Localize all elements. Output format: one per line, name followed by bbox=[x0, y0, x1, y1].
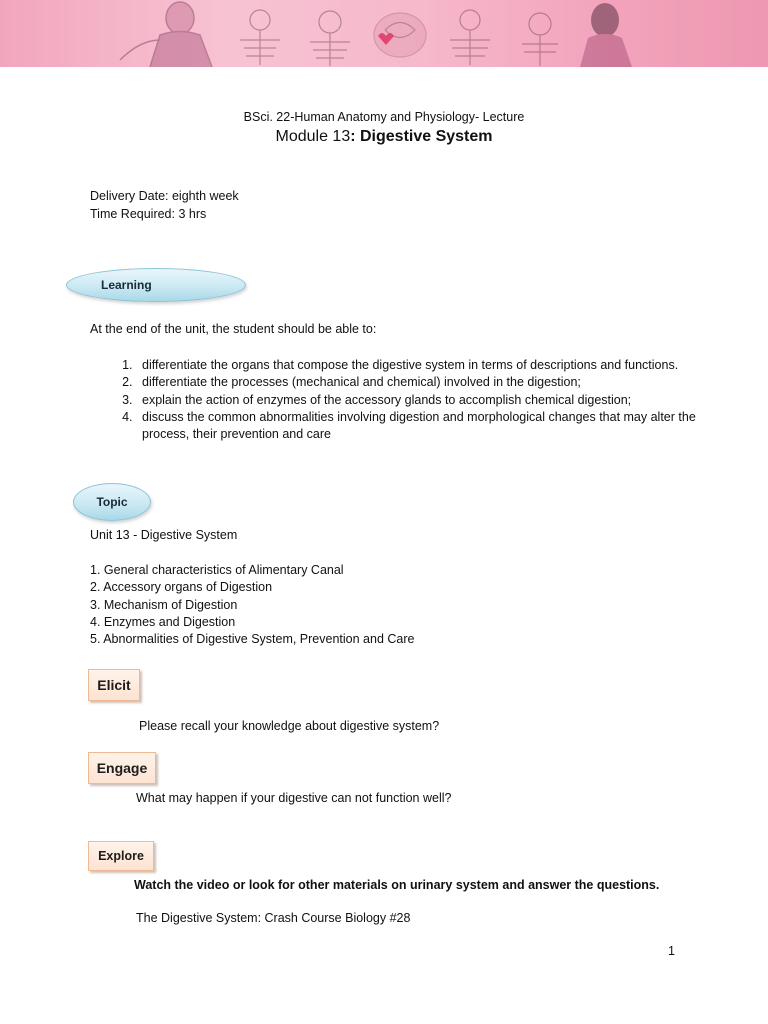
topic-label-text: Topic bbox=[96, 495, 128, 509]
page-number: 1 bbox=[668, 944, 675, 958]
module-number: Module 13 bbox=[275, 128, 351, 145]
topic-item: 2. Accessory organs of Digestion bbox=[90, 580, 273, 595]
delivery-date: Delivery Date: eighth week bbox=[90, 189, 239, 203]
video-resource-title: The Digestive System: Crash Course Biology #28 bbox=[136, 911, 411, 925]
unit-title: Unit 13 - Digestive System bbox=[90, 528, 238, 542]
learning-objectives-list bbox=[90, 357, 716, 443]
topic-item: 1. General characteristics of Alimentary Canal bbox=[90, 563, 344, 577]
anatomy-illustration-banner bbox=[0, 0, 768, 67]
topic-item: 5. Abnormalities of Digestive System, Prevention and Care bbox=[90, 632, 415, 647]
time-required: Time Required: 3 hrs bbox=[90, 207, 207, 221]
objective-item: 1. differentiate the organs that compose the digestive system in terms of descriptions and functions. bbox=[136, 357, 716, 374]
elicit-tag: Elicit bbox=[88, 669, 140, 701]
module-heading bbox=[0, 128, 768, 146]
learning-intro: At the end of the unit, the student should be able to: bbox=[90, 322, 377, 336]
topic-section-label bbox=[73, 483, 151, 521]
learning-label-text: Learning bbox=[101, 278, 152, 292]
engage-question: What may happen if your digestive can not function well? bbox=[136, 791, 452, 805]
objective-item: 3. explain the action of enzymes of the accessory glands to accomplish chemical digestion; bbox=[136, 392, 716, 409]
topic-item: 4. Enzymes and Digestion bbox=[90, 614, 236, 629]
topic-list bbox=[90, 562, 414, 648]
learning-section-label bbox=[66, 268, 246, 302]
objective-item: 2. differentiate the processes (mechanical and chemical) involved in the digestion; bbox=[136, 374, 716, 391]
explore-instruction: Watch the video or look for other materials on urinary system and answer the questions. bbox=[134, 878, 660, 892]
header-banner bbox=[0, 0, 768, 67]
explore-tag: Explore bbox=[88, 841, 154, 871]
module-title: : Digestive System bbox=[350, 128, 493, 145]
course-title: BSci. 22-Human Anatomy and Physiology- Lecture bbox=[243, 110, 525, 124]
engage-tag: Engage bbox=[88, 752, 156, 784]
objective-item: 4. discuss the common abnormalities involving digestion and morphological changes that may alter the process, their prevention and care bbox=[136, 409, 716, 444]
topic-item: 3. Mechanism of Digestion bbox=[90, 597, 238, 612]
elicit-question: Please recall your knowledge about digestive system? bbox=[139, 719, 440, 733]
